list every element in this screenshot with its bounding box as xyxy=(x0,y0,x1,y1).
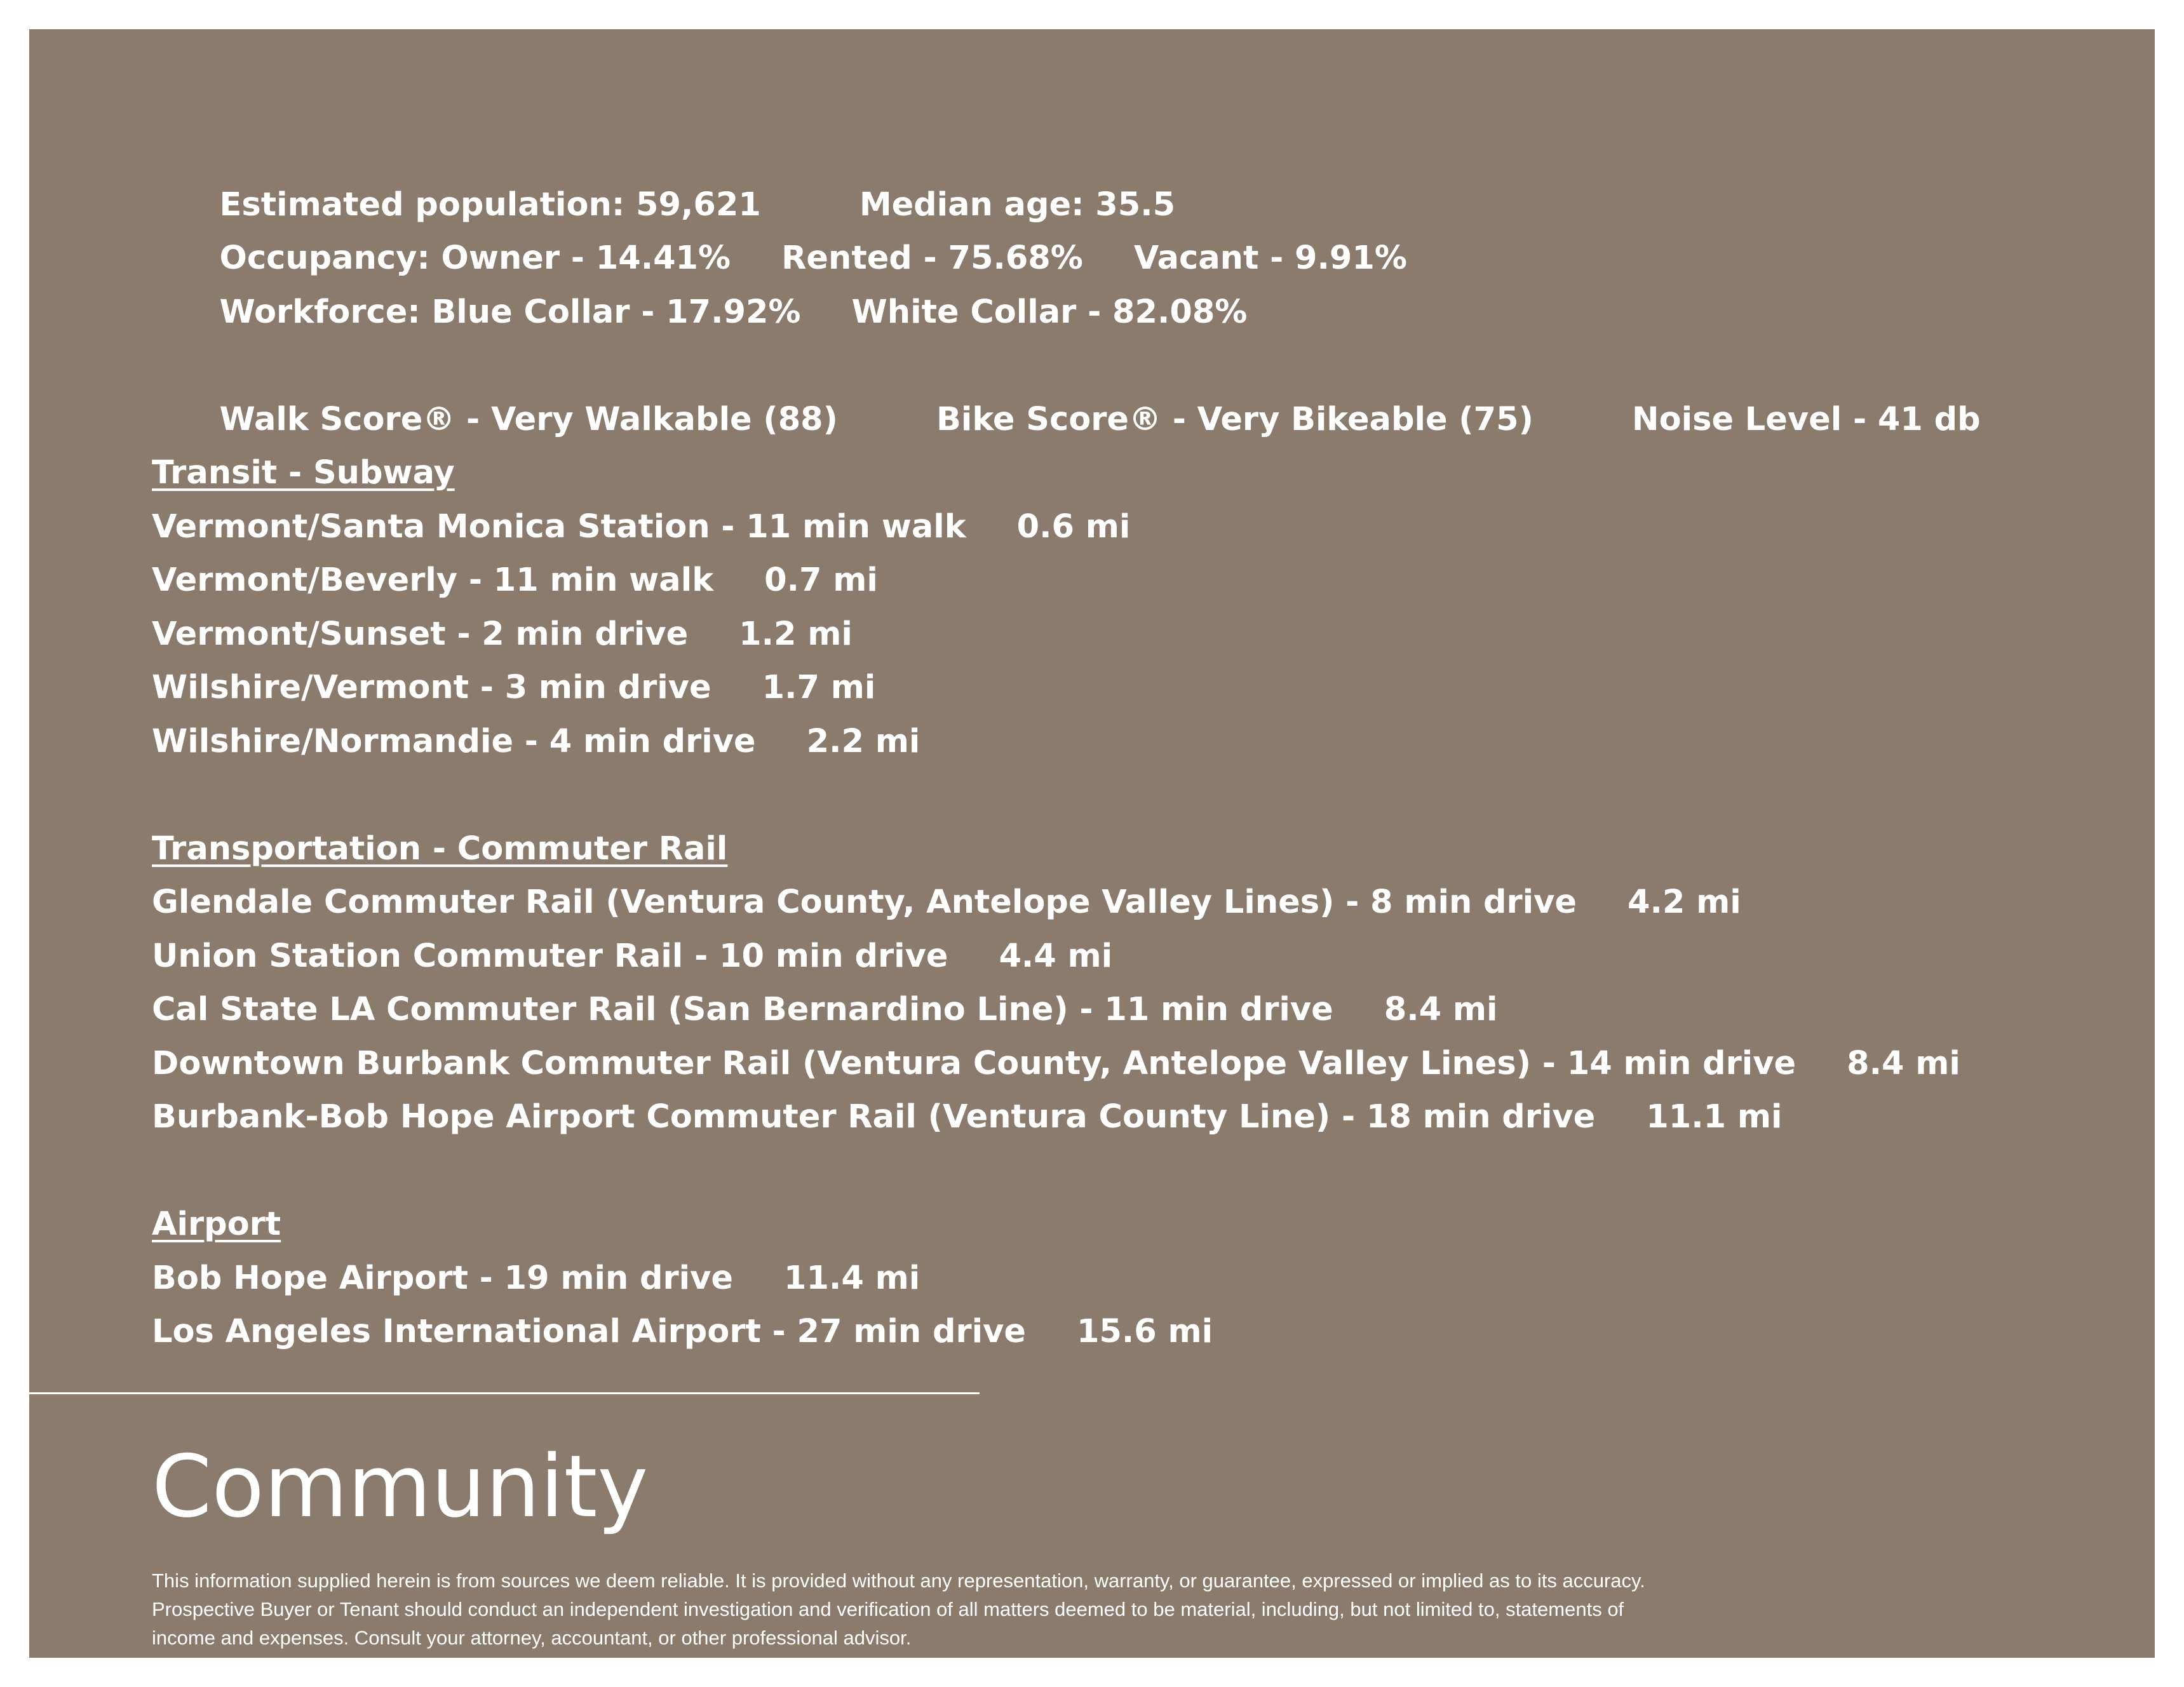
subway-item-name: Wilshire/Vermont - 3 min drive xyxy=(152,669,711,706)
section-divider xyxy=(29,1392,980,1394)
airport-item-name: Bob Hope Airport - 19 min drive xyxy=(152,1259,733,1297)
list-item xyxy=(152,1252,2121,1306)
airport-item-distance: 11.4 mi xyxy=(784,1259,920,1297)
disclaimer xyxy=(152,1566,1867,1652)
content-panel xyxy=(29,29,2155,1658)
airport-heading: Airport xyxy=(152,1206,281,1243)
rail-item-name: Burbank-Bob Hope Airport Commuter Rail (Ventura County Line) - 18 min drive xyxy=(152,1098,1596,1136)
list-item xyxy=(152,1305,2121,1359)
workforce-blue-text: Workforce: Blue Collar - 17.92% xyxy=(219,293,801,331)
subway-item-distance: 0.7 mi xyxy=(764,561,878,599)
airport-item-name: Los Angeles International Airport - 27 min drive xyxy=(152,1313,1026,1350)
rail-item-name: Glendale Commuter Rail (Ventura County, Antelope Valley Lines) - 8 min drive xyxy=(152,884,1577,921)
rail-item-distance: 4.4 mi xyxy=(999,937,1113,975)
rail-item-name: Cal State LA Commuter Rail (San Bernardino Line) - 11 min drive xyxy=(152,991,1333,1028)
list-item xyxy=(152,930,2121,984)
list-item xyxy=(152,554,2121,608)
subway-item-distance: 1.7 mi xyxy=(762,669,876,706)
rail-item-name: Downtown Burbank Commuter Rail (Ventura County, Antelope Valley Lines) - 14 min drive xyxy=(152,1044,1796,1082)
rail-item-distance: 11.1 mi xyxy=(1646,1098,1783,1136)
airport-item-distance: 15.6 mi xyxy=(1076,1313,1213,1350)
rail-item-distance: 8.4 mi xyxy=(1384,991,1498,1028)
walk-score-text: Walk Score® - Very Walkable (88) xyxy=(219,400,838,438)
rail-item-distance: 8.4 mi xyxy=(1847,1044,1960,1082)
list-item xyxy=(152,608,2121,662)
subway-item-name: Vermont/Santa Monica Station - 11 min walk xyxy=(152,507,966,546)
bike-score-text: Bike Score® - Very Bikeable (75) xyxy=(936,400,1534,438)
subway-item-name: Wilshire/Normandie - 4 min drive xyxy=(152,722,756,760)
occupancy-rented-text: Rented - 75.68% xyxy=(781,239,1083,277)
subway-item-name: Vermont/Beverly - 11 min walk xyxy=(152,561,714,599)
population-row xyxy=(152,124,2121,224)
rail-item-name: Union Station Commuter Rail - 10 min drive xyxy=(152,937,948,975)
workforce-white-text: White Collar - 82.08% xyxy=(851,293,1248,331)
median-age-text: Median age: 35.5 xyxy=(859,185,1176,224)
occupancy-vacant-text: Vacant - 9.91% xyxy=(1133,239,1407,277)
subway-heading: Transit - Subway xyxy=(152,454,455,492)
rail-item-distance: 4.2 mi xyxy=(1627,884,1741,921)
list-item xyxy=(152,876,2121,930)
scores-row xyxy=(152,339,2121,438)
subway-item-distance: 2.2 mi xyxy=(806,722,920,760)
rail-heading: Transportation - Commuter Rail xyxy=(152,830,728,868)
occupancy-owner-text: Occupancy: Owner - 14.41% xyxy=(219,239,731,277)
noise-level-text: Noise Level - 41 db xyxy=(1631,400,1981,438)
subway-item-distance: 0.6 mi xyxy=(1016,507,1131,546)
disclaimer-line: income and expenses. Consult your attorney, accountant, or other professional advisor. xyxy=(152,1627,912,1649)
neighborhood-stats xyxy=(152,124,2121,1359)
disclaimer-line: Prospective Buyer or Tenant should conduct an independent investigation and verification of all matters deemed to be material, including, but not limited to, statements of xyxy=(152,1598,1624,1620)
page-title: Community xyxy=(152,1437,649,1536)
list-item xyxy=(152,983,2121,1037)
list-item xyxy=(152,715,2121,769)
list-item xyxy=(152,1091,2121,1145)
subway-item-name: Vermont/Sunset - 2 min drive xyxy=(152,615,689,653)
list-item xyxy=(152,1037,2121,1091)
list-item xyxy=(152,661,2121,715)
subway-item-distance: 1.2 mi xyxy=(739,615,853,653)
list-item xyxy=(152,501,2121,554)
population-text: Estimated population: 59,621 xyxy=(219,185,761,224)
disclaimer-line: This information supplied herein is from sources we deem reliable. It is provided without any representation, warranty, or guarantee, expressed or implied as to its accuracy. xyxy=(152,1569,1645,1592)
